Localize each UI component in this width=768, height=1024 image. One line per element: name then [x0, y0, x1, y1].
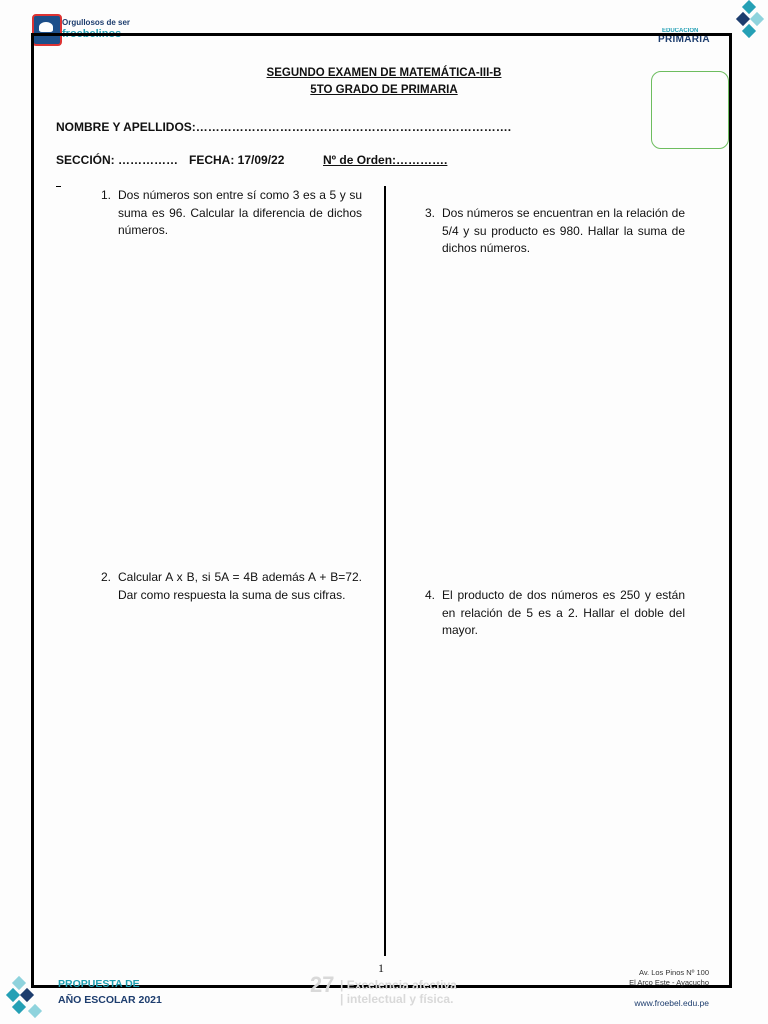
- exam-title: SEGUNDO EXAMEN DE MATEMÁTICA-III-B: [266, 67, 502, 79]
- question-number: 4.: [425, 588, 436, 602]
- question-text: Calcular A x B, si 5A = 4B además A + B=72. Dar como respuesta la suma de sus cifras.: [118, 570, 362, 602]
- question-3: [425, 205, 685, 258]
- question-4: [425, 587, 685, 640]
- logo-brand: froebelinos: [62, 28, 122, 37]
- level-label: PRIMARIA: [658, 34, 710, 45]
- question-2: [101, 569, 362, 604]
- footer-motto-text: [340, 978, 457, 1006]
- question-text: El producto de dos números es 250 y están en relación de 5 es a 2. Hallar el doble del mayor.: [442, 588, 685, 637]
- level-top-label: EDUCACIÓN: [662, 28, 699, 32]
- name-field[interactable]: NOMBRE Y APELLIDOS:…………………………………………………………………….: [56, 120, 512, 134]
- column-divider: [384, 186, 386, 956]
- question-number: 2.: [101, 570, 112, 584]
- divider-mark: [56, 186, 61, 187]
- section-field[interactable]: SECCIÓN: ……………: [56, 153, 179, 167]
- logo-tagline: Orgullosos de ser: [62, 18, 131, 27]
- footer-website-link[interactable]: www.froebel.edu.pe: [634, 998, 709, 1008]
- page-number: 1: [378, 961, 384, 975]
- footer-proposal-line2: AÑO ESCOLAR 2021: [58, 994, 162, 1006]
- question-number: 3.: [425, 206, 436, 220]
- footer-proposal-line1: PROPUESTA DE: [58, 978, 140, 990]
- footer-motto-line2: | intelectual y física.: [340, 992, 454, 1006]
- footer-proposal: [58, 976, 162, 1008]
- footer-address-line1: Av. Los Pinos Nº 100: [638, 968, 709, 977]
- question-number: 1.: [101, 188, 112, 202]
- question-text: Dos números se encuentran en la relación de 5/4 y su producto es 980. Hallar la suma de dichos números.: [442, 206, 685, 255]
- date-field: FECHA: 17/09/22: [189, 153, 285, 167]
- question-text: Dos números son entre sí como 3 es a 5 y su suma es 96. Calcular la diferencia de dichos números.: [118, 188, 362, 237]
- question-1: [101, 187, 362, 240]
- exam-subtitle: 5TO GRADO DE PRIMARIA: [310, 84, 458, 96]
- exam-frame: [31, 33, 732, 988]
- order-number-field[interactable]: Nº de Orden:………….: [323, 153, 448, 167]
- footer-motto-line1: | Excelencia afectiva: [340, 978, 457, 992]
- footer-address-line2: El Arco Este - Ayacucho: [629, 978, 709, 987]
- footer-address: [629, 968, 709, 1008]
- grade-box: [651, 71, 729, 149]
- footer-motto-number: 27: [310, 972, 335, 997]
